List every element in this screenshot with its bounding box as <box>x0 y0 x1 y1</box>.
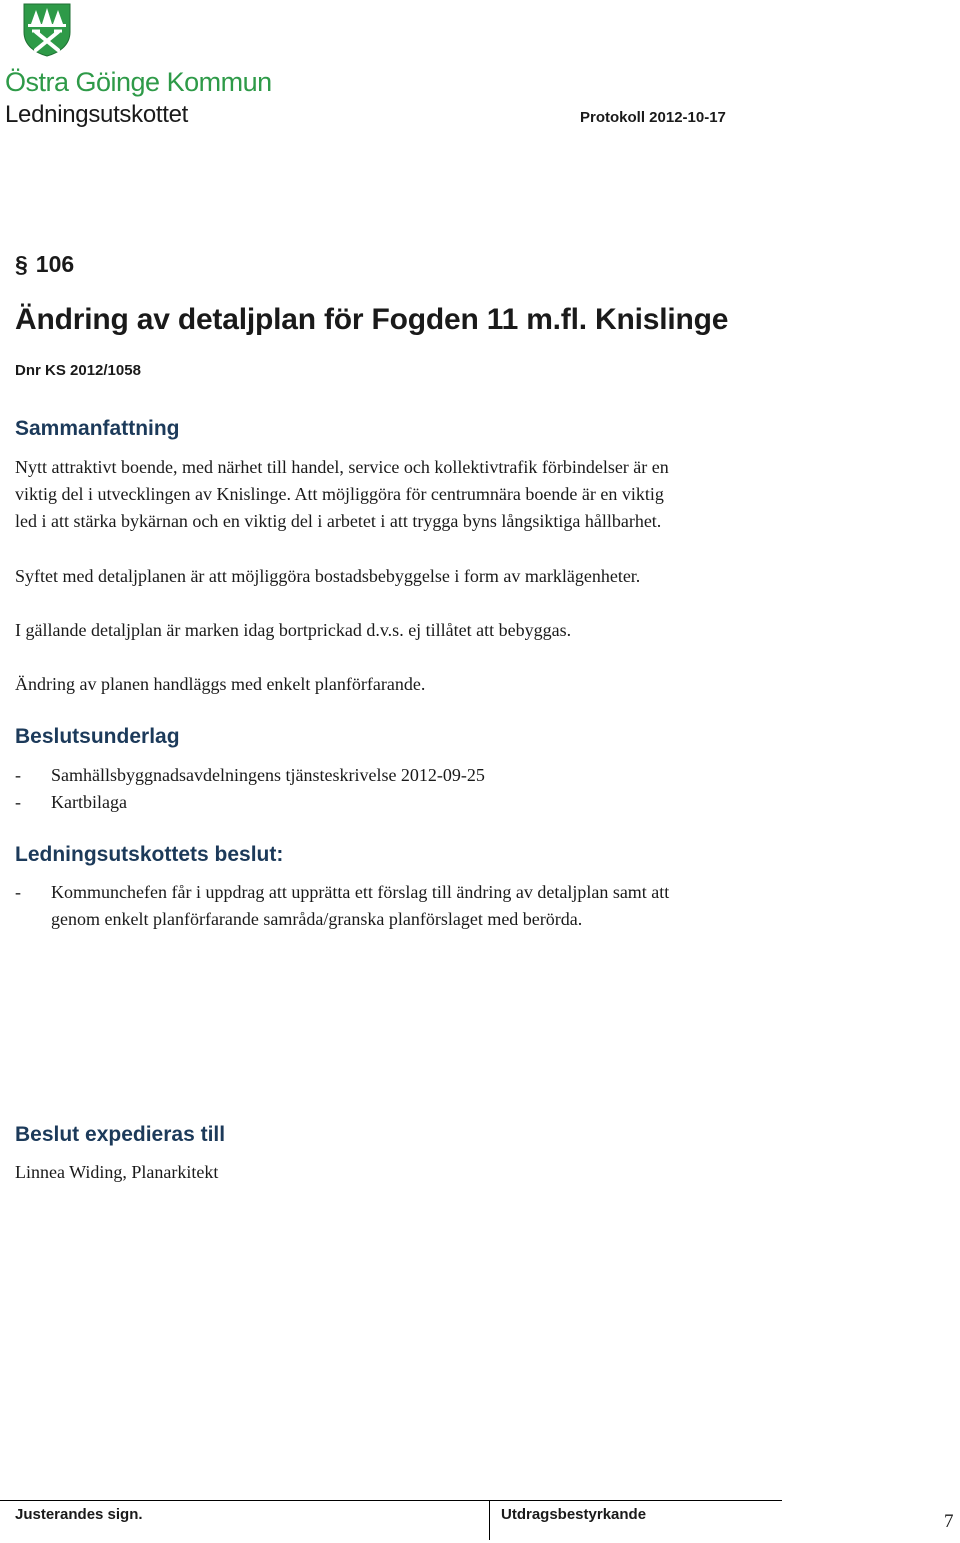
summary-line: viktig del i utvecklingen av Knislinge. Att möjliggöra för centrumnära boende är en viktig <box>15 484 664 504</box>
case-number: Dnr KS 2012/1058 <box>15 362 141 379</box>
extract-certification-label: Utdragsbestyrkande <box>501 1506 647 1523</box>
signature-label: Justerandes sign. <box>15 1506 143 1523</box>
basis-list <box>15 762 485 816</box>
summary-line: led i att stärka bykärnan och en viktig del i arbetet i att trygga byns långsiktiga hållbarhet. <box>15 511 662 531</box>
page-number: 7 <box>944 1511 954 1532</box>
summary-paragraph <box>15 454 795 535</box>
list-item <box>15 906 669 933</box>
list-item <box>15 789 485 816</box>
organization-name: Östra Göinge Kommun <box>5 67 272 97</box>
current-plan-paragraph: I gällande detaljplan är marken idag bortprickad d.v.s. ej tillåtet att bebyggas. <box>15 620 572 640</box>
basis-item-text: Kartbilaga <box>51 792 127 812</box>
decision-list <box>15 879 669 933</box>
list-marker: - <box>15 765 21 785</box>
basis-heading: Beslutsunderlag <box>15 725 180 748</box>
list-item <box>15 879 669 906</box>
paragraph-number <box>15 251 74 278</box>
summary-line: Nytt attraktivt boende, med närhet till handel, service och kollektivtrafik förbindelser är en <box>15 457 669 477</box>
protocol-date: Protokoll 2012-10-17 <box>580 109 726 126</box>
section-number: 106 <box>35 251 75 277</box>
basis-item-text: Samhällsbyggnadsavdelningens tjänsteskrivelse 2012-09-25 <box>51 765 485 785</box>
list-item <box>15 762 485 789</box>
purpose-paragraph: Syftet med detaljplanen är att möjliggöra bostadsbebyggelse i form av marklägenheter. <box>15 566 641 586</box>
summary-heading: Sammanfattning <box>15 417 180 440</box>
dispatch-heading: Beslut expedieras till <box>15 1123 226 1146</box>
committee-name: Ledningsutskottet <box>5 101 189 128</box>
procedure-paragraph: Ändring av planen handläggs med enkelt planförfarande. <box>15 674 426 694</box>
list-marker: - <box>15 882 21 902</box>
footer-column-divider <box>489 1500 490 1540</box>
decision-line: Kommunchefen får i uppdrag att upprätta ett förslag till ändring av detaljplan samt att <box>51 882 670 902</box>
footer-divider <box>0 1500 782 1501</box>
coat-of-arms-icon <box>22 2 72 57</box>
list-marker: - <box>15 792 21 812</box>
page-title: Ändring av detaljplan för Fogden 11 m.fl. Knislinge <box>15 303 729 336</box>
decision-line: genom enkelt planförfarande samråda/granska planförslaget med berörda. <box>51 909 583 929</box>
decision-heading: Ledningsutskottets beslut: <box>15 843 284 866</box>
dispatch-recipient: Linnea Widing, Planarkitekt <box>15 1162 219 1182</box>
section-symbol: § <box>15 251 28 277</box>
